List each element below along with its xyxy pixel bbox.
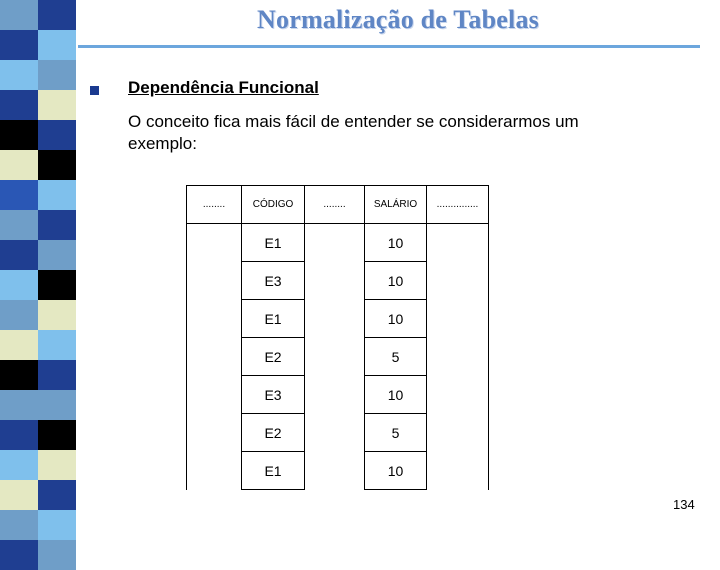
sidebar-block — [0, 30, 38, 60]
table-cell — [427, 300, 489, 338]
table-header-row — [187, 186, 489, 224]
sidebar-block — [38, 180, 76, 210]
column-header: ........ — [187, 186, 242, 224]
sidebar-block — [0, 240, 38, 270]
sidebar-strip-left — [0, 0, 38, 540]
table-cell — [305, 338, 365, 376]
table-cell: E1 — [242, 224, 305, 262]
slide-title: Normalização de Tabelas — [257, 5, 539, 34]
table-cell — [305, 414, 365, 452]
sidebar-block — [0, 0, 38, 30]
sidebar-block — [0, 90, 38, 120]
sidebar-block — [38, 150, 76, 180]
sidebar-block — [38, 120, 76, 150]
table-cell: E1 — [242, 452, 305, 490]
sidebar-block — [0, 150, 38, 180]
table-row — [187, 452, 489, 490]
column-header: SALÁRIO — [365, 186, 427, 224]
sidebar-block — [0, 210, 38, 240]
table-cell — [187, 300, 242, 338]
sidebar-block — [0, 270, 38, 300]
table-cell — [187, 338, 242, 376]
table-row — [187, 338, 489, 376]
table-cell — [427, 338, 489, 376]
table-cell — [187, 224, 242, 262]
sidebar-block — [38, 330, 76, 360]
table-cell — [305, 376, 365, 414]
sidebar-block — [38, 0, 76, 30]
sidebar-block — [0, 420, 38, 450]
table-cell — [427, 262, 489, 300]
sidebar-block — [0, 330, 38, 360]
table-cell — [427, 376, 489, 414]
table-cell — [187, 414, 242, 452]
table-cell — [187, 452, 242, 490]
sidebar-block — [0, 510, 38, 540]
table-cell: 10 — [365, 452, 427, 490]
table-cell — [427, 414, 489, 452]
sidebar-block — [38, 510, 76, 540]
table-cell: 10 — [365, 376, 427, 414]
sidebar-block — [38, 270, 76, 300]
table-row — [187, 300, 489, 338]
body-paragraph: O conceito fica mais fácil de entender se considerarmos um exemplo: — [128, 112, 579, 153]
sidebar-block — [38, 540, 76, 570]
sidebar-block — [38, 360, 76, 390]
table-cell: E3 — [242, 262, 305, 300]
table-cell — [187, 262, 242, 300]
table-cell: 10 — [365, 262, 427, 300]
data-table — [186, 185, 489, 490]
table-cell: E1 — [242, 300, 305, 338]
table-cell: 10 — [365, 224, 427, 262]
column-header: ........ — [305, 186, 365, 224]
column-header: ............... — [427, 186, 489, 224]
table-row — [187, 414, 489, 452]
sidebar-block — [0, 60, 38, 90]
sidebar-block — [0, 120, 38, 150]
sidebar-block — [38, 480, 76, 510]
sidebar-block — [38, 420, 76, 450]
table-cell — [305, 262, 365, 300]
sidebar-block — [0, 480, 38, 510]
table-cell: E3 — [242, 376, 305, 414]
sidebar-block — [38, 60, 76, 90]
sidebar-block — [38, 210, 76, 240]
table-cell — [305, 452, 365, 490]
decorative-sidebar — [0, 0, 76, 540]
table-cell — [305, 224, 365, 262]
sidebar-block — [38, 450, 76, 480]
sidebar-block — [38, 30, 76, 60]
column-header: CÓDIGO — [242, 186, 305, 224]
table-row — [187, 224, 489, 262]
sidebar-block — [38, 390, 76, 420]
title-underline-rule — [78, 45, 700, 48]
square-bullet-icon — [90, 86, 99, 95]
table-cell: 10 — [365, 300, 427, 338]
sidebar-block — [0, 300, 38, 330]
sidebar-block — [0, 450, 38, 480]
table-cell — [427, 224, 489, 262]
table-row — [187, 376, 489, 414]
table-cell: E2 — [242, 414, 305, 452]
table-cell — [305, 300, 365, 338]
page-number: 134 — [673, 497, 695, 512]
table-cell: 5 — [365, 338, 427, 376]
sidebar-block — [38, 300, 76, 330]
bullet-heading: Dependência Funcional — [128, 78, 319, 97]
table-cell: 5 — [365, 414, 427, 452]
sidebar-block — [0, 540, 38, 570]
table-cell: E2 — [242, 338, 305, 376]
sidebar-block — [38, 240, 76, 270]
sidebar-block — [0, 390, 38, 420]
sidebar-strip-right — [38, 0, 76, 540]
table-cell — [187, 376, 242, 414]
sidebar-block — [38, 90, 76, 120]
sidebar-block — [0, 360, 38, 390]
table-row — [187, 262, 489, 300]
table-cell — [427, 452, 489, 490]
sidebar-block — [0, 180, 38, 210]
